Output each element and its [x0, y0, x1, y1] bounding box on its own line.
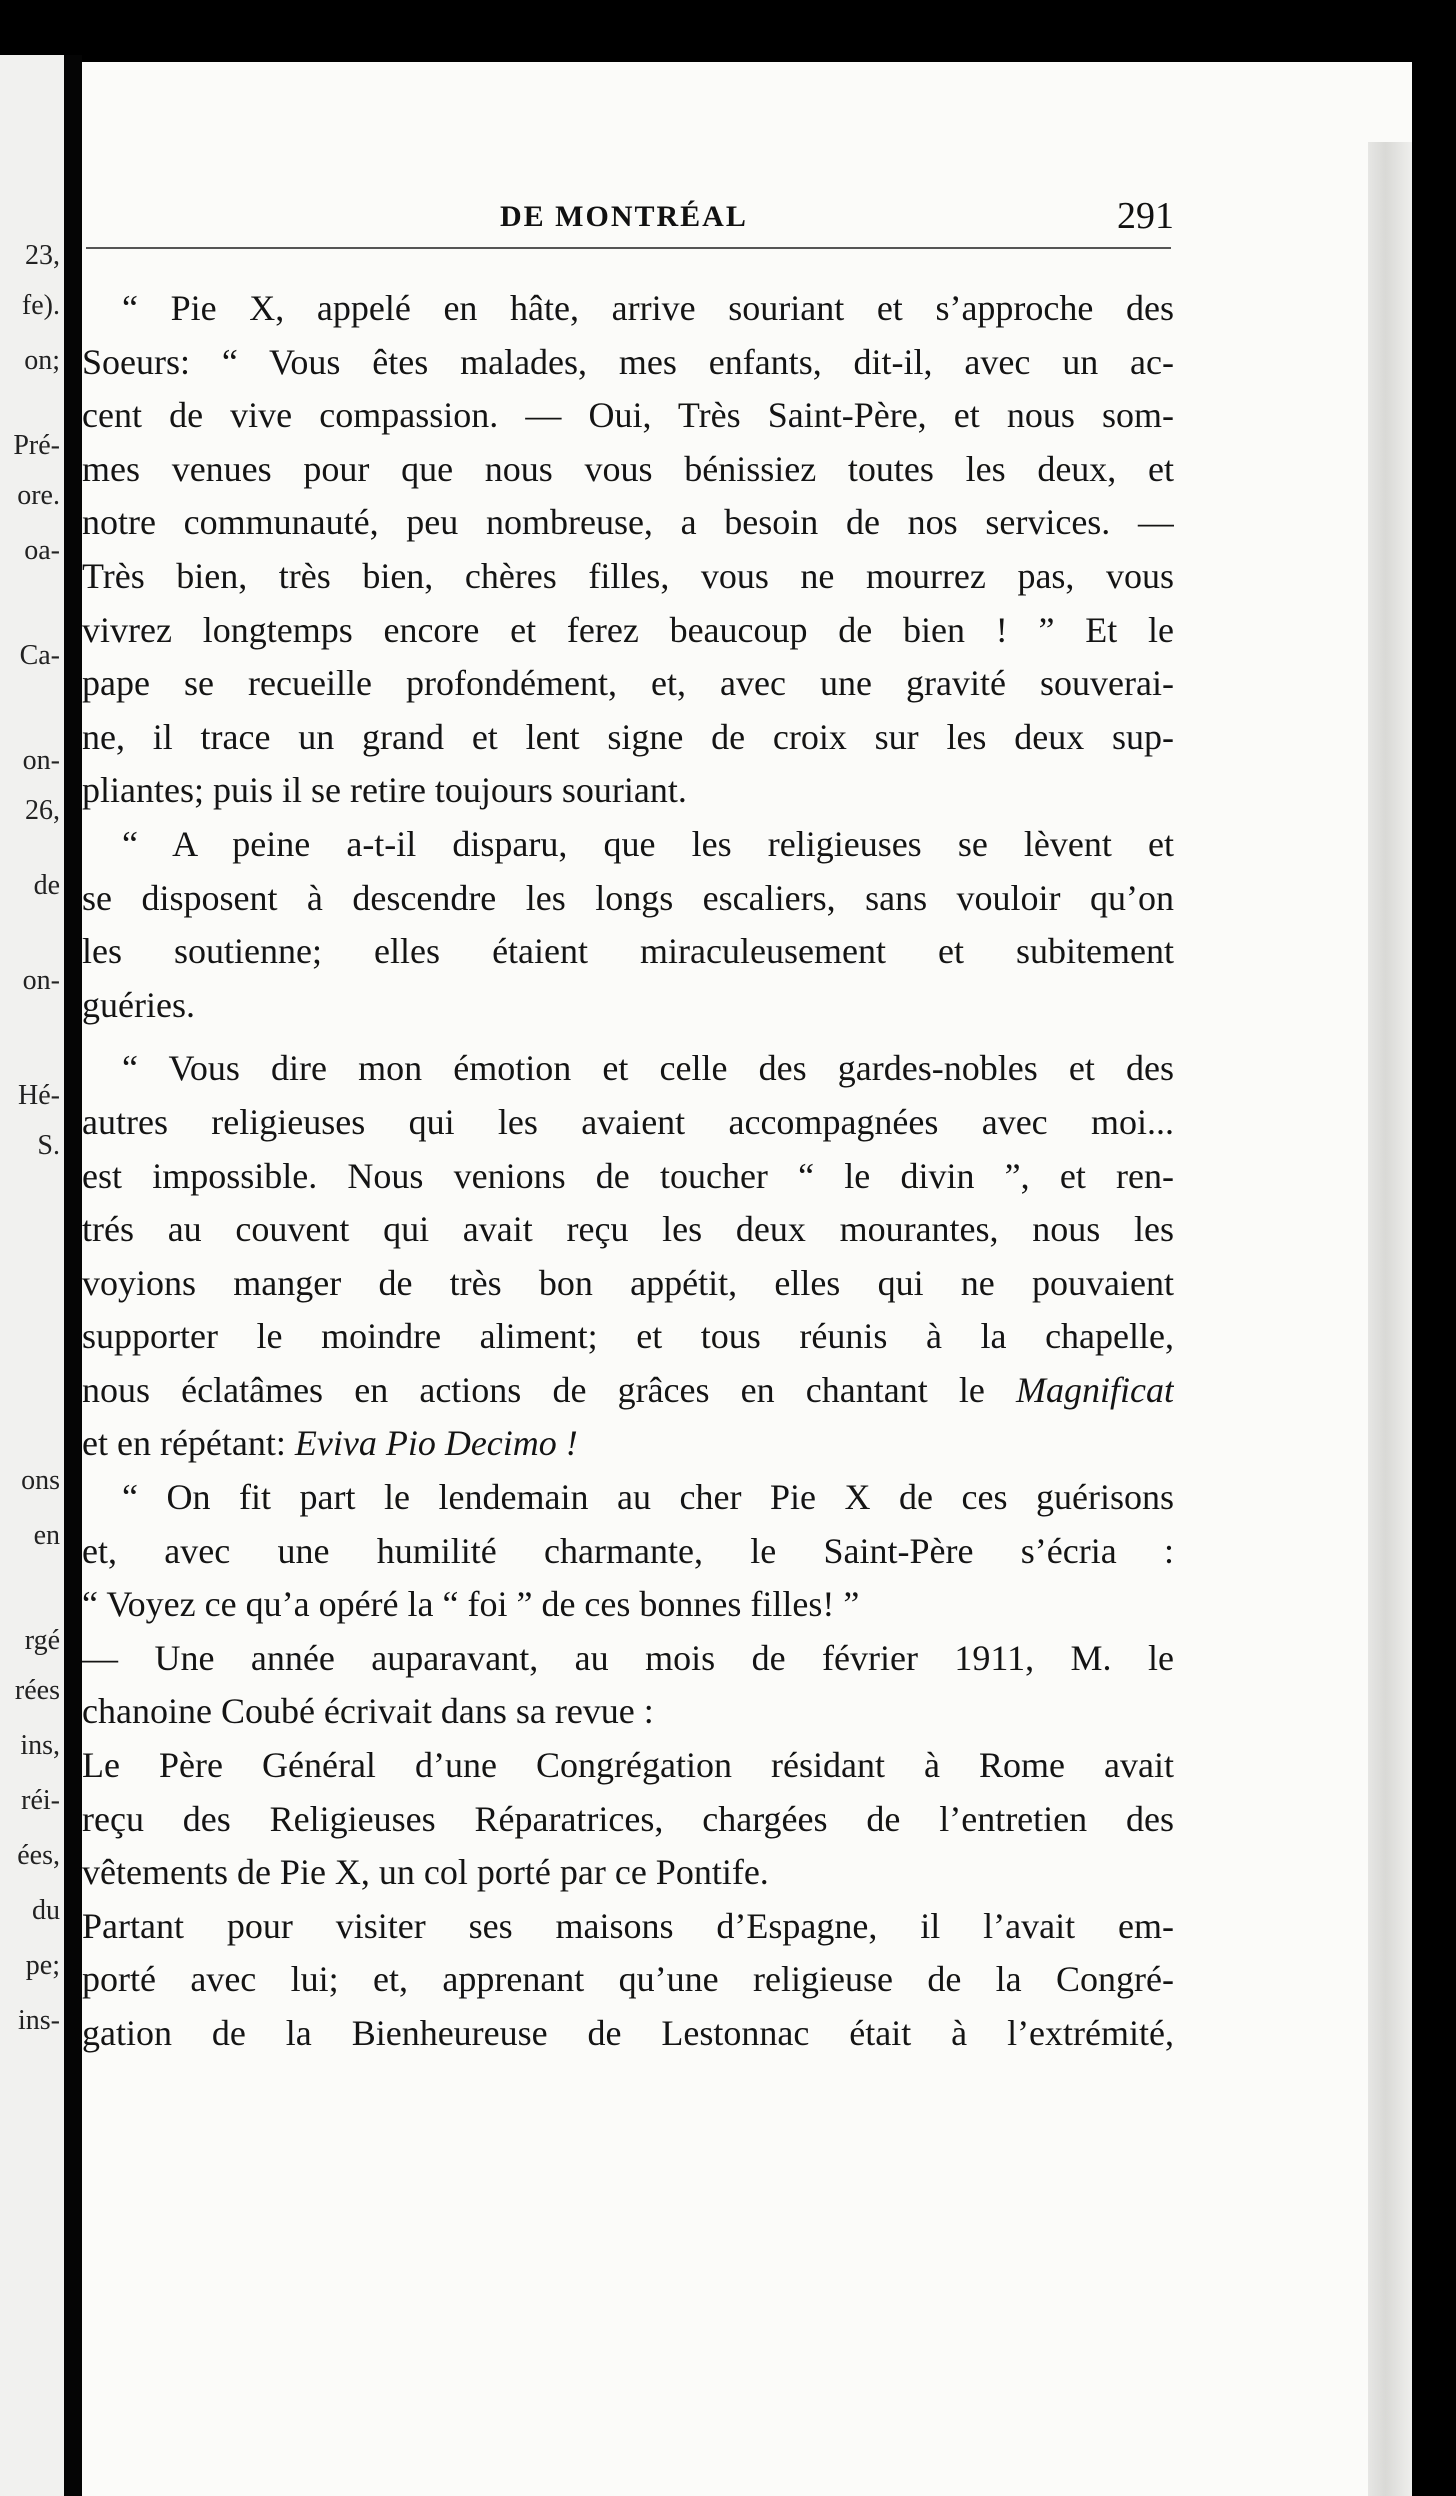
book-binding-gutter — [64, 55, 82, 2496]
facing-page-fragment: rées — [14, 1675, 60, 1706]
text-line: — Une année auparavant, au mois de février 1911, M. le — [82, 1637, 1174, 1678]
facing-page-fragment: Hé- — [18, 1080, 60, 1111]
text-line: vivrez longtemps encore et ferez beaucoup de bien ! ” Et le — [82, 609, 1174, 650]
facing-page-fragment: ins, — [20, 1730, 60, 1761]
text-line: “ Pie X, appelé en hâte, arrive souriant et s’approche des — [122, 288, 1174, 328]
text-line: notre communauté, peu nombreuse, a besoin de nos services. — — [82, 502, 1174, 543]
facing-page-fragment: 23, — [25, 240, 60, 271]
text-line: “ Voyez ce qu’a opéré la “ foi ” de ces bonnes filles! ” — [82, 1584, 860, 1625]
running-head — [82, 195, 1312, 260]
facing-page-fragment: de — [33, 870, 60, 901]
facing-page-fragment: on- — [22, 745, 60, 776]
text-line: et, avec une humilité charmante, le Saint-Père s’écria : — [82, 1530, 1174, 1571]
facing-page-fragment: 26, — [25, 795, 60, 826]
text-line: Partant pour visiter ses maisons d’Espagne, il l’avait em- — [82, 1905, 1174, 1946]
text-line: pape se recueille profondément, et, avec une gravité souverai- — [82, 663, 1174, 704]
running-title: DE MONTRÉAL — [500, 200, 748, 233]
facing-page-fragment: on- — [22, 965, 60, 996]
text-line: chanoine Coubé écrivait dans sa revue : — [82, 1691, 654, 1732]
text-line: gation de la Bienheureuse de Lestonnac était à l’extrémité, — [82, 2013, 1174, 2053]
facing-page-fragment: pe; — [25, 1950, 60, 1981]
facing-page-fragment: ons — [21, 1465, 60, 1496]
facing-page-fragment: ins- — [18, 2005, 60, 2036]
text-line: Soeurs: “ Vous êtes malades, mes enfants, dit-il, avec un ac- — [82, 341, 1174, 382]
text-line: se disposent à descendre les longs escaliers, sans vouloir qu’on — [82, 877, 1174, 918]
text-line: Le Père Général d’une Congrégation résidant à Rome avait — [82, 1745, 1174, 1786]
facing-page-fragment: S. — [37, 1130, 60, 1161]
text-line: nous éclatâmes en actions de grâces en chantant le Magnificat — [82, 1369, 1174, 1410]
text-line: supporter le moindre aliment; et tous réunis à la chapelle, — [82, 1316, 1174, 1357]
facing-page-fragment: ore. — [17, 480, 60, 511]
facing-page-strip — [0, 55, 64, 2496]
facing-page-fragment: fe). — [21, 290, 60, 321]
text-line: porté avec lui; et, apprenant qu’une religieuse de la Congré- — [82, 1959, 1174, 2000]
text-line: “ A peine a-t-il disparu, que les religieuses se lèvent et — [122, 823, 1174, 864]
book-page — [82, 62, 1412, 2496]
facing-page-fragment: Ca- — [19, 640, 60, 671]
text-line: guéries. — [82, 984, 195, 1025]
text-line: cent de vive compassion. — Oui, Très Saint-Père, et nous som- — [82, 395, 1174, 436]
text-line: est impossible. Nous venions de toucher “ le divin ”, et ren- — [82, 1155, 1174, 1196]
text-line: vêtements de Pie X, un col porté par ce Pontife. — [82, 1852, 769, 1893]
text-line: trés au couvent qui avait reçu les deux mourantes, nous les — [82, 1209, 1174, 1250]
text-line: mes venues pour que nous vous bénissiez toutes les deux, et — [82, 448, 1174, 489]
header-rule — [86, 247, 1171, 249]
facing-page-fragment: oa- — [24, 535, 60, 566]
page-number: 291 — [1117, 195, 1174, 237]
facing-page-fragment: Pré- — [13, 430, 60, 461]
facing-page-fragment: en — [33, 1520, 60, 1551]
text-line: autres religieuses qui les avaient accompagnées avec moi... — [82, 1101, 1174, 1142]
text-line: reçu des Religieuses Réparatrices, chargées de l’entretien des — [82, 1798, 1174, 1839]
facing-page-fragment: on; — [24, 345, 60, 376]
text-line: et en répétant: Eviva Pio Decimo ! — [82, 1423, 578, 1464]
facing-page-fragment: ées, — [17, 1840, 60, 1871]
text-line: “ On fit part le lendemain au cher Pie X de ces guérisons — [122, 1477, 1174, 1518]
facing-page-fragment: rgé — [24, 1625, 60, 1656]
text-line: voyions manger de très bon appétit, elles qui ne pouvaient — [82, 1262, 1174, 1303]
page-edge-shadow — [1368, 142, 1412, 2496]
facing-page-fragment: réi- — [21, 1785, 60, 1816]
text-line: ne, il trace un grand et lent signe de croix sur les deux sup- — [82, 716, 1174, 757]
text-line: “ Vous dire mon émotion et celle des gardes-nobles et des — [122, 1048, 1174, 1089]
text-line: les soutienne; elles étaient miraculeusement et subitement — [82, 931, 1174, 972]
facing-page-fragment: du — [32, 1895, 60, 1926]
text-line: Très bien, très bien, chères filles, vous ne mourrez pas, vous — [82, 555, 1174, 596]
text-line: pliantes; puis il se retire toujours souriant. — [82, 770, 687, 811]
body-text — [82, 282, 1174, 2061]
